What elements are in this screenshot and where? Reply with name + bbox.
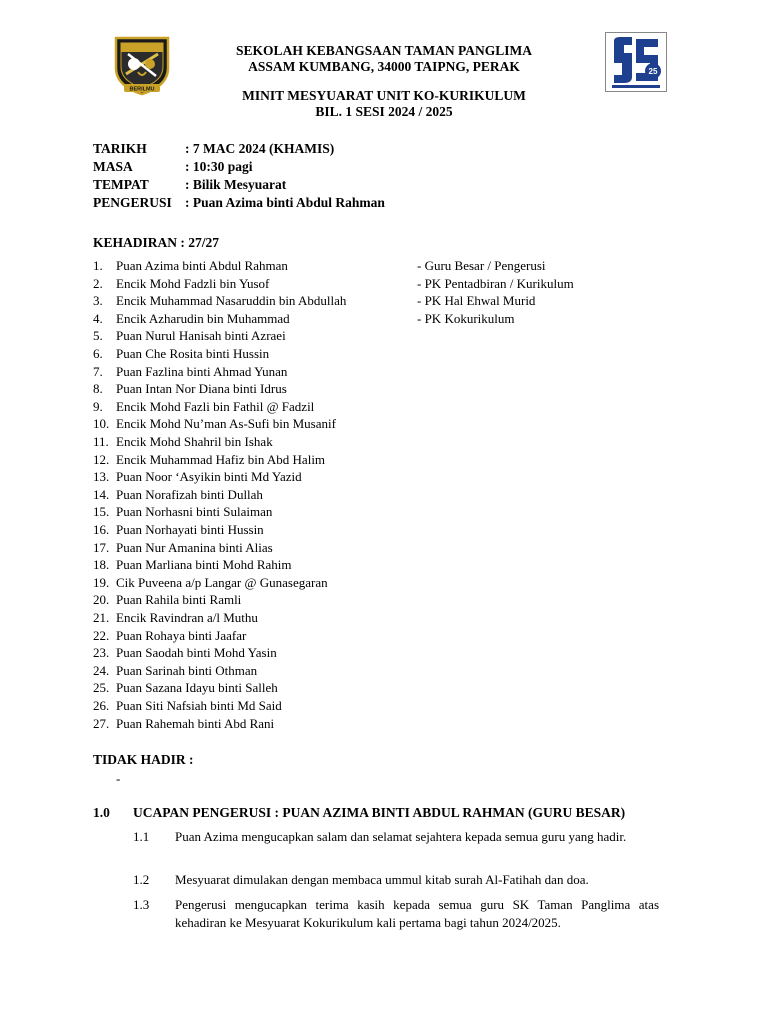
attendee-number: 12.	[93, 451, 110, 467]
attendee-number: 9.	[93, 398, 103, 414]
attendee-row	[93, 451, 693, 469]
item-text: Puan Azima mengucapkan salam dan selamat sejahtera kepada semua guru yang hadir.	[175, 829, 627, 844]
attendee-name: Encik Muhammad Hafiz bin Abd Halim	[116, 451, 326, 467]
attendee-row	[93, 486, 693, 504]
attendee-row	[93, 327, 693, 345]
attendee-row	[93, 662, 693, 680]
crest-motto-text: BERILMU	[129, 86, 155, 93]
attendee-number: 17.	[93, 539, 110, 555]
attendee-number: 16.	[93, 522, 110, 537]
attendee-number: 7.	[93, 363, 103, 379]
attendee-row	[93, 644, 693, 662]
attendee-row	[93, 257, 693, 275]
attendee-row	[93, 292, 693, 310]
item-number: 1.2	[133, 872, 150, 887]
attendee-number: 14.	[93, 486, 110, 502]
attendee-number: 8.	[93, 381, 103, 397]
attendee-number: 6.	[93, 346, 103, 361]
attendee-row	[93, 363, 693, 381]
school-name: SEKOLAH KEBANGSAAN TAMAN PANGLIMA	[236, 43, 532, 58]
attendee-row	[93, 697, 693, 715]
attendee-name: Puan Norhasni binti Sulaiman	[116, 504, 273, 520]
attendee-row	[93, 627, 693, 645]
attendee-role: - Guru Besar / Pengerusi	[417, 258, 546, 273]
attendee-row	[93, 591, 693, 609]
info-label: TARIKH	[93, 141, 147, 156]
attendee-number: 10.	[93, 416, 110, 432]
info-label: PENGERUSI	[93, 195, 172, 210]
attendee-name: Encik Ravindran a/l Muthu	[116, 610, 258, 625]
attendee-number: 19.	[93, 574, 110, 590]
attendee-name: Encik Mohd Shahril bin Ishak	[116, 434, 273, 449]
info-value: : 7 MAC 2024 (KHAMIS)	[185, 141, 335, 156]
attendee-name: Puan Sarinah binti Othman	[116, 662, 258, 678]
attendee-row	[93, 433, 693, 451]
attendee-name: Puan Nurul Hanisah binti Azraei	[116, 328, 286, 344]
section-title: UCAPAN PENGERUSI : PUAN AZIMA BINTI ABDUL RAHMAN (GURU BESAR)	[133, 805, 626, 820]
attendee-row	[93, 539, 693, 557]
attendee-name: Puan Intan Nor Diana binti Idrus	[116, 381, 287, 397]
attendee-name: Puan Saodah binti Mohd Yasin	[116, 645, 277, 661]
anniversary-number: 25	[648, 67, 658, 76]
attendee-name: Puan Che Rosita binti Hussin	[116, 346, 270, 361]
attendee-number: 27.	[93, 715, 110, 731]
attendee-name: Puan Rahila binti Ramli	[116, 592, 242, 608]
attendee-role: - PK Kokurikulum	[417, 310, 515, 326]
attendee-number: 22.	[93, 627, 110, 643]
attendee-row	[93, 345, 693, 363]
info-value: : Puan Azima binti Abdul Rahman	[185, 195, 385, 210]
info-value: : Bilik Mesyuarat	[185, 177, 287, 192]
attendee-role: - PK Pentadbiran / Kurikulum	[417, 275, 574, 291]
attendee-number: 11.	[93, 434, 109, 449]
attendee-name: Puan Norafizah binti Dullah	[116, 486, 263, 502]
school-address: ASSAM KUMBANG, 34000 TAIPNG, PERAK	[248, 59, 520, 74]
attendee-role: - PK Hal Ehwal Murid	[417, 293, 536, 309]
attendee-number: 1.	[93, 258, 103, 273]
attendee-row	[93, 275, 693, 293]
attendee-row	[93, 521, 693, 539]
attendee-number: 2.	[93, 275, 103, 291]
attendee-name: Puan Rahemah binti Abd Rani	[116, 715, 275, 731]
info-value: : 10:30 pagi	[185, 159, 253, 174]
attendee-name: Puan Nur Amanina binti Alias	[116, 539, 273, 555]
attendee-name: Encik Azharudin bin Muhammad	[116, 310, 290, 326]
attendee-name: Puan Siti Nafsiah binti Md Said	[116, 698, 282, 713]
attendee-name: Puan Norhayati binti Hussin	[116, 522, 264, 537]
attendee-row	[93, 310, 693, 328]
attendee-row	[93, 574, 693, 592]
attendee-number: 21.	[93, 610, 110, 625]
attendee-name: Puan Marliana binti Mohd Rahim	[116, 557, 292, 573]
attendee-name: Encik Mohd Nu’man As-Sufi bin Musanif	[116, 416, 336, 432]
attendee-number: 20.	[93, 592, 110, 608]
item-number: 1.3	[133, 897, 150, 912]
attendee-name: Puan Rohaya binti Jaafar	[116, 627, 247, 643]
attendee-row	[93, 415, 693, 433]
attendee-number: 24.	[93, 662, 110, 678]
absent-heading: TIDAK HADIR :	[93, 752, 194, 767]
attendee-row	[93, 679, 693, 697]
attendee-row	[93, 715, 693, 733]
info-label: TEMPAT	[93, 177, 149, 192]
attendee-row	[93, 380, 693, 398]
attendee-name: Encik Mohd Fazli bin Fathil @ Fadzil	[116, 398, 315, 414]
document-title: MINIT MESYUARAT UNIT KO-KURIKULUM	[242, 88, 526, 103]
attendee-number: 18.	[93, 557, 110, 573]
attendee-name: Puan Sazana Idayu binti Salleh	[116, 680, 278, 696]
attendee-number: 4.	[93, 310, 103, 326]
attendee-name: Encik Mohd Fadzli bin Yusof	[116, 275, 270, 291]
attendee-number: 3.	[93, 293, 103, 309]
item-text: Mesyuarat dimulakan dengan membaca ummul kitab surah Al-Fatihah dan doa.	[175, 872, 589, 887]
attendee-row	[93, 468, 693, 486]
item-text: Pengerusi mengucapkan terima kasih kepada semua guru SK Taman Panglima atas kehadiran ke Mesyuarat Kokurikulum kali pertama bagi tahun 2024/2025.	[175, 897, 659, 930]
attendee-row	[93, 398, 693, 416]
absent-value: -	[116, 771, 121, 786]
document-session: BIL. 1 SESI 2024 / 2025	[315, 104, 453, 119]
attendee-row	[93, 609, 693, 627]
attendee-name: Cik Puveena a/p Langar @ Gunasegaran	[116, 574, 328, 590]
attendee-name: Puan Azima binti Abdul Rahman	[116, 258, 288, 273]
attendance-heading: KEHADIRAN : 27/27	[93, 235, 220, 250]
attendee-number: 25.	[93, 680, 110, 696]
attendee-number: 13.	[93, 469, 110, 485]
attendee-name: Puan Noor ‘Asyikin binti Md Yazid	[116, 469, 302, 485]
attendee-row	[93, 556, 693, 574]
attendee-number: 23.	[93, 645, 110, 661]
attendee-number: 15.	[93, 504, 110, 520]
info-label: MASA	[93, 159, 133, 174]
attendee-name: Puan Fazlina binti Ahmad Yunan	[116, 363, 288, 379]
attendee-number: 5.	[93, 328, 103, 344]
attendee-name: Encik Muhammad Nasaruddin bin Abdullah	[116, 293, 347, 309]
section-number: 1.0	[93, 805, 110, 820]
attendee-row	[93, 503, 693, 521]
item-number: 1.1	[133, 829, 150, 844]
attendee-number: 26.	[93, 698, 110, 713]
